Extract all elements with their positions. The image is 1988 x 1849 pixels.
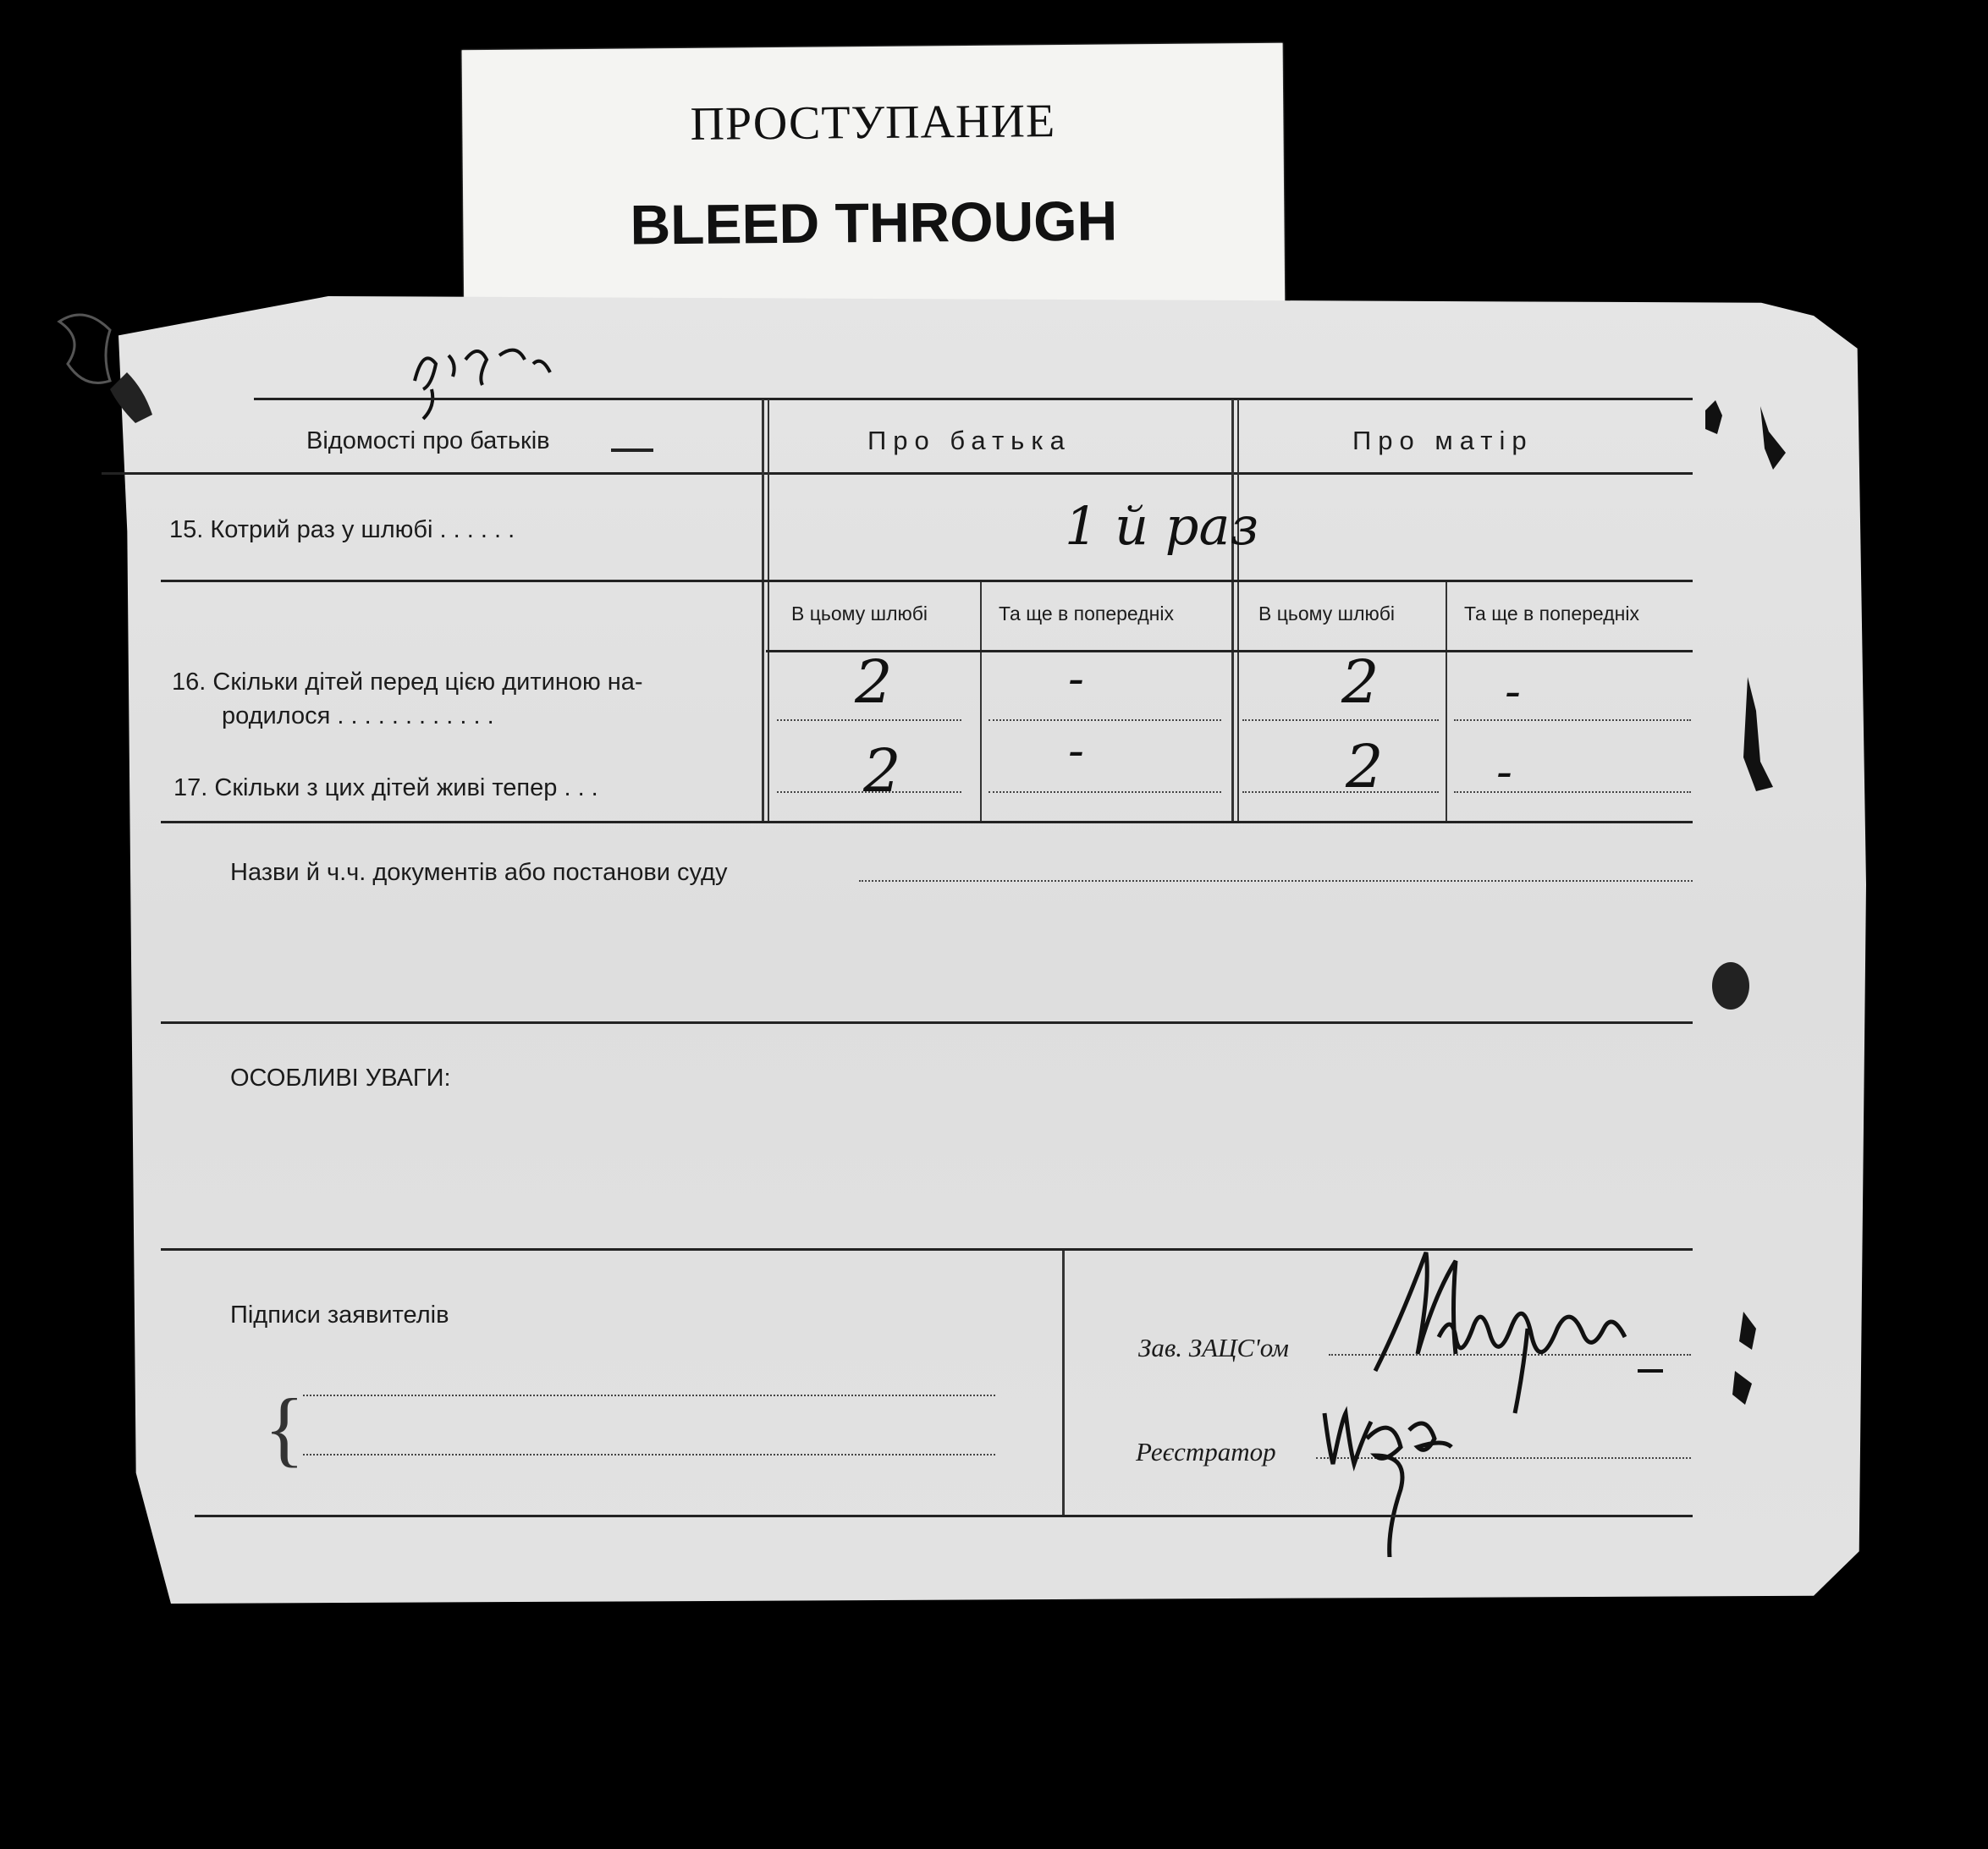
q17-label: 17. Скільки з цих дітей живі тепер . . .	[173, 774, 598, 801]
header-parents-info: Відомості про батьків	[306, 427, 550, 454]
q16-label-line1: 16. Скільки дітей перед цією дитиною на-	[172, 669, 643, 696]
sub-father-this: В цьому шлюбі	[791, 603, 928, 625]
q16-father-prev: -	[1068, 652, 1084, 707]
q17-mother-prev: -	[1496, 745, 1512, 800]
q15-handwritten: 1 й раз	[1065, 495, 1259, 557]
special-notes-label: ОСОБЛИВІ УВАГИ:	[230, 1065, 451, 1092]
header-father: Про батька	[867, 426, 1071, 455]
signatures-label: Підписи заявителів	[230, 1301, 449, 1329]
header-mother: Про матір	[1352, 426, 1534, 455]
sub-mother-prev: Та ще в попередніх	[1464, 603, 1639, 625]
q17-father-this: 2	[863, 736, 901, 806]
registrar-label: Реєстратор	[1136, 1437, 1276, 1467]
q16-father-this: 2	[855, 647, 893, 717]
label-russian: ПРОСТУПАНИЕ	[690, 95, 1056, 151]
q16-mother-prev: -	[1505, 664, 1521, 719]
label-english: BLEED THROUGH	[630, 189, 1118, 256]
signatures-brace: {	[264, 1381, 305, 1475]
q15-label: 15. Котрий раз у шлюбі . . . . . .	[169, 516, 515, 543]
q17-father-prev: -	[1068, 724, 1084, 779]
documents-label: Назви й ч.ч. документів або постанови суду	[230, 859, 728, 886]
q16-mother-this: 2	[1341, 647, 1379, 717]
zags-head-label: Зав. ЗАЦС'ом	[1138, 1333, 1289, 1362]
q16-label-line2: родилося . . . . . . . . . . . .	[222, 702, 494, 729]
sub-mother-this: В цьому шлюбі	[1258, 603, 1396, 625]
q17-mother-this: 2	[1346, 732, 1384, 801]
sub-father-prev: Та ще в попередніх	[999, 603, 1174, 625]
